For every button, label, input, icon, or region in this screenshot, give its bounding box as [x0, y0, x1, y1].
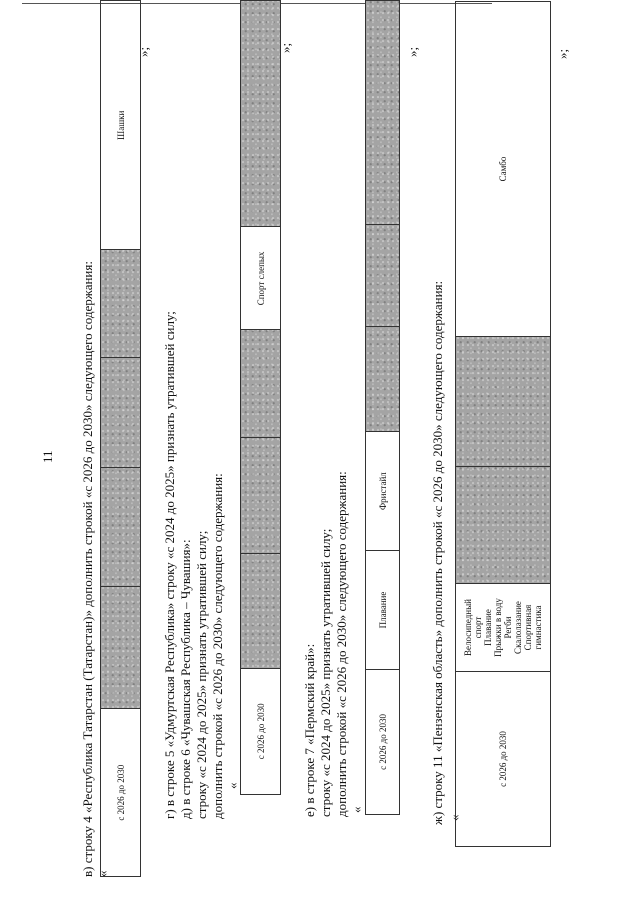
section-zh-open-quote: « — [447, 814, 462, 821]
period-cell: с 2026 до 2030 — [241, 668, 281, 794]
period-cell: с 2026 до 2030 — [101, 709, 141, 877]
sport-item: Плавание — [483, 609, 493, 646]
section-g-open-quote: « — [225, 782, 240, 789]
table-row — [456, 2, 551, 847]
shaded-cell — [101, 586, 141, 708]
section-e-table — [365, 0, 400, 815]
section-e-line3: дополнить строкой «с 2026 до 2030» следующего содержания: — [334, 471, 349, 817]
page-number: 11 — [40, 450, 55, 463]
section-v-table — [100, 0, 141, 877]
period-cell: с 2026 до 2030 — [366, 669, 400, 814]
shaded-cell — [241, 330, 281, 437]
sport-item: Скалолазание — [513, 601, 523, 654]
section-v-intro: в) строку 4 «Республика Татарстан (Татарстан)» дополнить строкой «с 2026 до 2030» следующего содержания: — [80, 261, 95, 877]
shaded-cell — [241, 1, 281, 227]
table-row — [241, 1, 281, 795]
sport-cell: Спорт слепых — [241, 227, 281, 330]
shaded-cell — [456, 337, 551, 467]
sports-list-cell — [456, 584, 551, 672]
shaded-cell — [366, 1, 400, 225]
sport-cell: Самбо — [456, 2, 551, 337]
section-v-close-quote: »; — [136, 46, 151, 57]
section-g-line1: г) в строке 5 «Удмуртская Республика» строку «с 2024 до 2025» признать утратившей силу; — [162, 311, 177, 819]
shaded-cell — [456, 467, 551, 584]
sport-item: гимнастика — [533, 605, 543, 650]
section-g-line4: дополнить строкой «с 2026 до 2030» следующего содержания: — [210, 473, 225, 819]
sport-item: Спортивная — [523, 604, 533, 651]
section-e-close-quote: »; — [405, 46, 420, 57]
section-g-line2: д) в строке 6 «Чувашская Республика – Чувашия»: — [178, 539, 193, 819]
table-row — [366, 1, 400, 815]
section-e-open-quote: « — [349, 806, 364, 813]
section-v-open-quote: « — [95, 870, 110, 877]
sport-item: Велосипедный спорт — [463, 599, 483, 656]
sport-cell-1: Плавание — [366, 551, 400, 670]
section-g-table — [240, 0, 281, 795]
shaded-cell — [241, 437, 281, 553]
section-zh-close-quote: »; — [555, 48, 570, 59]
period-cell: с 2026 до 2030 — [456, 672, 551, 847]
shaded-cell — [366, 327, 400, 432]
sport-cell-2: Фристайл — [366, 432, 400, 551]
shaded-cell — [241, 553, 281, 668]
table-row — [101, 1, 141, 877]
shaded-cell — [101, 468, 141, 587]
shaded-cell — [101, 250, 141, 358]
sport-cell: Шашки — [101, 1, 141, 250]
shaded-cell — [366, 225, 400, 327]
sport-item: Прыжки в воду — [493, 598, 503, 657]
section-e-line2: строку «с 2024 до 2025» признать утратившей силу; — [318, 528, 333, 817]
section-g-line3: строку «с 2024 до 2025» признать утратившей силу; — [194, 530, 209, 819]
shaded-cell — [101, 358, 141, 468]
section-g-close-quote: »; — [278, 42, 293, 53]
section-e-line1: е) в строке 7 «Пермский край»: — [302, 643, 317, 817]
sport-item: Регби — [503, 616, 513, 639]
section-zh-intro: ж) строку 11 «Пензенская область» дополнить строкой «с 2026 до 2030» следующего содержания: — [430, 280, 445, 825]
section-zh-table — [455, 1, 551, 847]
